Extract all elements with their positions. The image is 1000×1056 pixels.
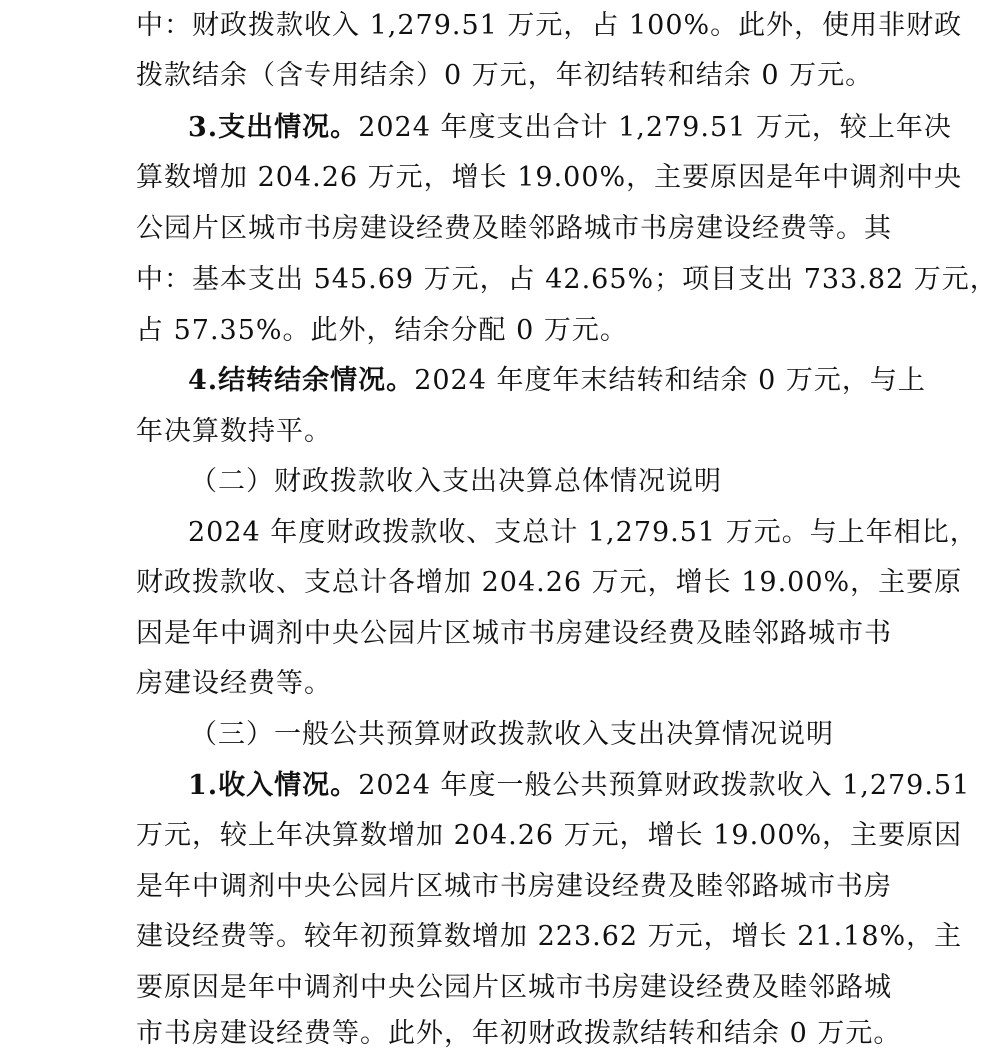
paragraph-line: 中：财政拨款收入 1,279.51 万元，占 100%。此外，使用非财政: [136, 10, 963, 41]
paragraph-line: 房建设经费等。: [136, 668, 332, 699]
paragraph-line: 2024 年度财政拨款收、支总计 1,279.51 万元。与上年相比，: [188, 517, 978, 548]
paragraph-line: 市书房建设经费等。此外，年初财政拨款结转和结余 0 万元。: [136, 1018, 902, 1049]
paragraph-line: 占 57.35%。此外，结余分配 0 万元。: [136, 315, 628, 346]
section-heading-carryover: 4.结转结余情况。2024 年度年末结转和结余 0 万元，与上: [188, 365, 926, 396]
section-heading-2: （二）财政拨款收入支出决算总体情况说明: [190, 466, 722, 497]
paragraph-line: 公园片区城市书房建设经费及睦邻路城市书房建设经费等。其: [136, 213, 892, 244]
paragraph-line: 因是年中调剂中央公园片区城市书房建设经费及睦邻路城市书: [136, 618, 892, 649]
paragraph-line: 算数增加 204.26 万元，增长 19.00%，主要原因是年中调剂中央: [136, 162, 963, 193]
section-heading-income: 1.收入情况。2024 年度一般公共预算财政拨款收入 1,279.51: [188, 770, 971, 801]
paragraph-line: 财政拨款收、支总计各增加 204.26 万元，增长 19.00%，主要原: [136, 567, 963, 598]
paragraph-line: 中：基本支出 545.69 万元，占 42.65%；项目支出 733.82 万元，: [136, 264, 998, 295]
paragraph-line: 建设经费等。较年初预算数增加 223.62 万元，增长 21.18%，主: [136, 921, 963, 952]
paragraph-line: 拨款结余（含专用结余）0 万元，年初结转和结余 0 万元。: [136, 60, 874, 91]
paragraph-line: 年决算数持平。: [136, 416, 332, 447]
paragraph-line: 是年中调剂中央公园片区城市书房建设经费及睦邻路城市书房: [136, 871, 892, 902]
section-heading-3: （三）一般公共预算财政拨款收入支出决算情况说明: [190, 719, 834, 750]
paragraph-line: 万元，较上年决算数增加 204.26 万元，增长 19.00%，主要原因: [136, 820, 963, 851]
section-heading-expenditure: 3.支出情况。2024 年度支出合计 1,279.51 万元，较上年决: [188, 112, 952, 143]
paragraph-line: 要原因是年中调剂中央公园片区城市书房建设经费及睦邻路城: [136, 972, 892, 1003]
